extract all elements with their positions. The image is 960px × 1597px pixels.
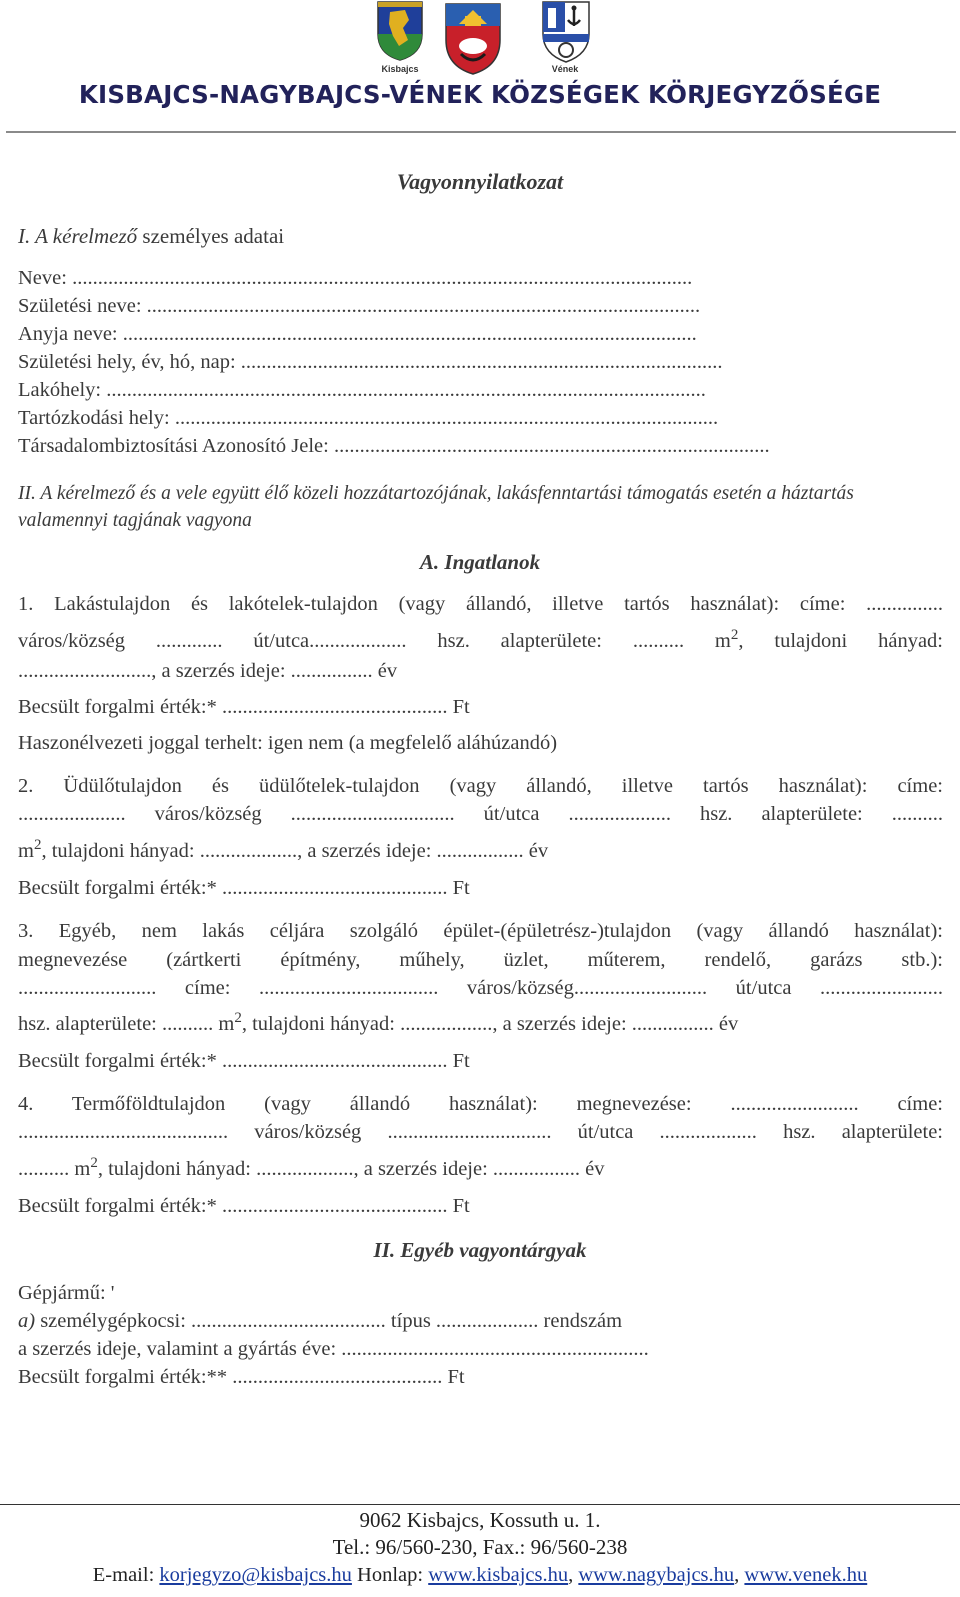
vehicle-car-prefix: a) [18, 1310, 36, 1332]
item3-line4-a: hsz. alapterülete: .......... m [18, 1013, 235, 1035]
item1-line2-b: , tulajdoni hányad: [738, 630, 943, 652]
item4-line3-a: .......... m [18, 1158, 91, 1180]
item4-value: Becsült forgalmi érték:* ............................................ Ft [18, 1195, 470, 1217]
item2-line3-b: , tulajdoni hányad: ..................., a szerzés ideje: ................. év [41, 840, 549, 862]
field-residence: Lakóhely: ..................................................................................................................... [18, 379, 706, 401]
vehicle-car-rest: személygépkocsi: ...................................... típus .................... rendszám [35, 1310, 623, 1332]
item1-superscript: 2 [730, 627, 739, 644]
item3-line3: ........................... címe: ................................... város/község.......................... út/utca ........................ [18, 977, 943, 999]
footer-address: 9062 Kisbajcs, Kossuth u. 1. [359, 1508, 601, 1532]
item2-line3 [18, 837, 549, 863]
footer-phone: Tel.: 96/560-230, Fax.: 96/560-238 [332, 1535, 628, 1559]
field-birth-name: Születési neve: ............................................................................................................ [18, 295, 701, 317]
item3-line2: megnevezése (zártkerti építmény, műhely, üzlet, műterem, rendelő, garázs stb.): [18, 949, 943, 971]
item4-line3 [18, 1155, 605, 1181]
field-social-security-number: Társadalombiztosítási Azonosító Jele: ..................................................................................... [18, 435, 770, 457]
field-name: Neve: ......................................................................................................................... [18, 267, 693, 289]
item3-value: Becsült forgalmi érték:* ............................................ Ft [18, 1050, 470, 1072]
item3-line1: 3. Egyéb, nem lakás céljára szolgáló épület-(épületrész-)tulajdon (vagy állandó használat): [18, 920, 943, 942]
section-assets-heading: II. A kérelmező és a vele együtt élő közeli hozzátartozójának, lakásfenntartási támogatás esetén a háztartás valamennyi tagjának vagyona [18, 483, 854, 531]
footer-contact [0, 1564, 960, 1587]
section-personal-heading [18, 224, 284, 249]
section-personal-prefix: I. A kérelmező [18, 224, 138, 248]
section-personal-rest: személyes adatai [137, 224, 285, 248]
item3-superscript: 2 [234, 1010, 242, 1027]
document-title: Vagyonnyilatkozat [396, 169, 564, 194]
kisbajcs-crest-icon [375, 0, 425, 62]
organization-title: KISBAJCS-NAGYBAJCS-VÉNEK KÖZSÉGEK KÖRJEGYZŐSÉGE [78, 80, 882, 109]
vehicle-car-line [18, 1310, 622, 1333]
footer-email-label: E-mail: [92, 1564, 160, 1586]
subheading-other-assets: II. Egyéb vagyontárgyak [373, 1238, 587, 1262]
header-divider [6, 131, 956, 133]
field-temporary-residence: Tartózkodási hely: .......................................................................................................... [18, 407, 719, 429]
vehicle-value-line: Becsült forgalmi érték:** ......................................... Ft [18, 1366, 465, 1388]
nagybajcs-crest-icon [443, 0, 503, 76]
item2-line2: ..................... város/község ................................ út/utca .................... hsz. alapterülete: .......... [18, 803, 943, 825]
venek-crest-icon [540, 0, 592, 64]
item1-line2 [18, 627, 943, 653]
item4-line3-b: , tulajdoni hányad: ..................., a szerzés ideje: ................. év [97, 1158, 605, 1180]
item2-value: Becsült forgalmi érték:* ............................................ Ft [18, 877, 470, 899]
subheading-real-estate: A. Ingatlanok [419, 550, 541, 574]
item1-line3: .........................., a szerzés ideje: ................ év [18, 660, 398, 682]
item2-line1: 2. Üdülőtulajdon és üdülőtelek-tulajdon (vagy állandó, illetve tartós használat): címe: [18, 775, 943, 797]
footer-divider [0, 1504, 960, 1505]
field-birth-place-date: Születési hely, év, hó, nap: .............................................................................................. [18, 351, 723, 373]
crest-group [0, 0, 960, 82]
item2-superscript: 2 [33, 837, 42, 854]
footer-link-nagybajcs[interactable]: www.nagybajcs.hu [578, 1564, 735, 1586]
vehicle-heading: Gépjármű: ' [18, 1282, 115, 1304]
item1-usufruct: Haszonélvezeti joggal terhelt: igen nem (a megfelelő aláhúzandó) [18, 732, 558, 754]
item4-line2: ......................................... város/község ................................ út/utca ................... hsz. alapterülete: [18, 1121, 943, 1143]
crest-label-venek: Vének [551, 64, 579, 74]
item2-line3-a: m [18, 840, 34, 862]
crest-label-kisbajcs: Kisbajcs [381, 64, 419, 74]
footer-separator-1: , [568, 1564, 579, 1586]
item4-line1: 4. Termőföldtulajdon (vagy állandó használat): megnevezése: ......................... címe: [18, 1093, 943, 1115]
field-mother-name: Anyja neve: ................................................................................................................ [18, 323, 697, 345]
footer-email-link[interactable]: korjegyzo@kisbajcs.hu [159, 1564, 352, 1586]
item3-line4 [18, 1010, 739, 1036]
vehicle-date-line: a szerzés ideje, valamint a gyártás éve: ............................................................ [18, 1338, 649, 1360]
item1-line2-a: város/község ............. út/utca................... hsz. alapterülete: .......... m [18, 630, 731, 652]
item1-line1: 1. Lakástulajdon és lakótelek-tulajdon (vagy állandó, illetve tartós használat): címe: ............... [18, 593, 943, 615]
item4-superscript: 2 [90, 1155, 98, 1172]
item3-line4-b: , tulajdoni hányad: .................., a szerzés ideje: ................ év [241, 1013, 739, 1035]
footer-separator-2: , [734, 1564, 745, 1586]
item1-value: Becsült forgalmi érték:* ............................................ Ft [18, 696, 470, 718]
footer-web-label: Honlap: [351, 1564, 429, 1586]
footer-link-kisbajcs[interactable]: www.kisbajcs.hu [428, 1564, 569, 1586]
footer-link-venek[interactable]: www.venek.hu [744, 1564, 868, 1586]
